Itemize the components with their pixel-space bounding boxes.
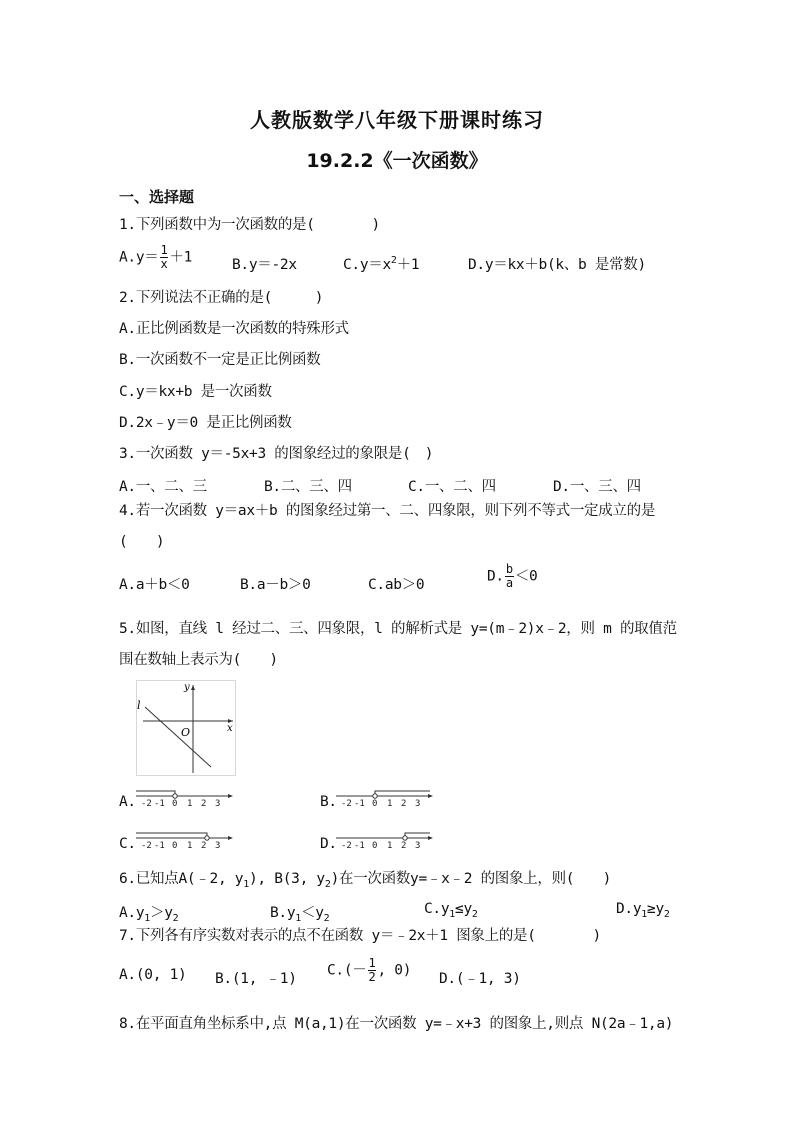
q5-numberline-b <box>336 788 436 810</box>
label-y: y <box>184 682 190 693</box>
q7-stem: 7.下列各有序实数对表示的点不在函数 y＝﹣2x＋1 图象上的是( ) <box>119 928 601 944</box>
tick-label: 2 <box>201 799 207 809</box>
tick-label: -2 <box>341 799 352 809</box>
tick-label: 3 <box>215 841 221 851</box>
tick-label: 1 <box>187 841 193 851</box>
y-axis-arrow <box>191 685 195 690</box>
q5-option-b: B. <box>320 794 337 810</box>
q5-option-c: C. <box>119 836 136 852</box>
section-heading: 一、选择题 <box>119 188 195 206</box>
q5-graph-svg <box>137 681 235 775</box>
label-x: x <box>227 723 233 734</box>
q5-numberline-d <box>336 830 436 852</box>
tick-label: -1 <box>154 841 165 851</box>
q5-stem-cont: 围在数轴上表示为( ) <box>119 652 278 668</box>
q1-option-d: D.y＝kx＋b(k、b 是常数) <box>468 257 646 273</box>
tick-label: 3 <box>415 841 421 851</box>
q6-stem: 6.已知点A(﹣2, $y_1$), B(3, $y_2$)在一次函数y=﹣x﹣2 的图象上，则( ) <box>119 871 612 890</box>
q3-option-d: D.一、三、四 <box>553 479 641 495</box>
q5-stem: 5.如图，直线 l 经过二、三、四象限，l 的解析式是 y=(m﹣2)x﹣2，则 m 的取值范 <box>119 621 677 637</box>
tick-label: 0 <box>372 799 378 809</box>
q6-option-a: $A.y_1>y_2$ <box>119 905 179 924</box>
q7-option-b: B.(1, ﹣1) <box>215 971 297 987</box>
doc-title: 人教版数学八年级下册课时练习 <box>250 108 544 132</box>
q8-stem: 8.在平面直角坐标系中,点 M(a,1)在一次函数 y=﹣x+3 的图象上,则点 N(2a﹣1,a) <box>119 1016 674 1032</box>
q3-option-c: C.一、二、四 <box>408 479 496 495</box>
q2-option-c: C.y＝kx+b 是一次函数 <box>119 384 272 400</box>
q1-option-b: B.y＝-2x <box>232 257 297 273</box>
tick-label: 0 <box>172 799 178 809</box>
q2-option-b: B.一次函数不一定是正比例函数 <box>119 352 321 368</box>
q7-option-c: C.(－ $\frac{1}{2}$ , 0) <box>327 956 412 984</box>
q5-graph-figure <box>136 680 236 776</box>
q2-option-a: A.正比例函数是一次函数的特殊形式 <box>119 321 349 337</box>
tick-label: -2 <box>141 799 152 809</box>
doc-subtitle: 19.2.2《一次函数》 <box>306 150 488 172</box>
tick-label: -2 <box>141 841 152 851</box>
tick-label: 3 <box>215 799 221 809</box>
tick-label: -1 <box>154 799 165 809</box>
q4-option-b: B.a－b＞0 <box>240 577 311 593</box>
q5-option-a: A. <box>119 794 136 810</box>
tick-label: 1 <box>387 799 393 809</box>
q1-option-c: $C.y=x^2+1$ <box>343 255 420 273</box>
q4-option-c: C.ab＞0 <box>368 577 425 593</box>
tick-label: 1 <box>187 799 193 809</box>
q1-option-a: A.y＝ $\frac{1}{x}$ ＋1 <box>119 243 193 271</box>
q7-option-a: A.(0, 1) <box>119 967 187 983</box>
q6-option-b: $B.y_1<y_2$ <box>270 905 330 924</box>
q6-option-d: $D.y_1\ge y_2$ <box>616 901 670 920</box>
q1-stem: 1.下列函数中为一次函数的是( ) <box>119 217 380 233</box>
line-l <box>145 707 211 767</box>
label-origin: O <box>181 726 191 739</box>
tick-label: 2 <box>401 799 407 809</box>
tick-label: 2 <box>201 841 207 851</box>
tick-label: -1 <box>354 799 365 809</box>
tick-label: -2 <box>341 841 352 851</box>
q3-stem: 3.一次函数 y＝-5x+3 的图象经过的象限是( ) <box>119 446 434 462</box>
q7-option-d: D.(﹣1, 3) <box>439 971 521 987</box>
tick-label: 0 <box>372 841 378 851</box>
q4-stem: 4.若一次函数 y＝ax＋b 的图象经过第一、二、四象限，则下列不等式一定成立的是 <box>119 503 656 519</box>
q5-numberline-c <box>136 830 236 852</box>
label-l: l <box>137 699 141 712</box>
tick-label: 2 <box>401 841 407 851</box>
tick-label: 0 <box>172 841 178 851</box>
q4-stem-cont: ( ) <box>119 534 165 550</box>
q4-option-d: D. $\frac{b}{a}$ ＜0 <box>487 562 538 590</box>
q3-option-b: B.二、三、四 <box>264 479 352 495</box>
q3-option-a: A.一、二、三 <box>119 479 207 495</box>
tick-label: 3 <box>415 799 421 809</box>
q5-option-d: D. <box>320 836 337 852</box>
q4-option-a: A.a＋b＜0 <box>119 577 190 593</box>
q2-option-d: D.2x﹣y＝0 是正比例函数 <box>119 415 292 431</box>
q2-stem: 2.下列说法不正确的是( ) <box>119 290 324 306</box>
q6-option-c: $C.y_1\le y_2$ <box>424 901 478 920</box>
tick-label: 1 <box>387 841 393 851</box>
tick-label: -1 <box>354 841 365 851</box>
q5-numberline-a <box>136 788 236 810</box>
